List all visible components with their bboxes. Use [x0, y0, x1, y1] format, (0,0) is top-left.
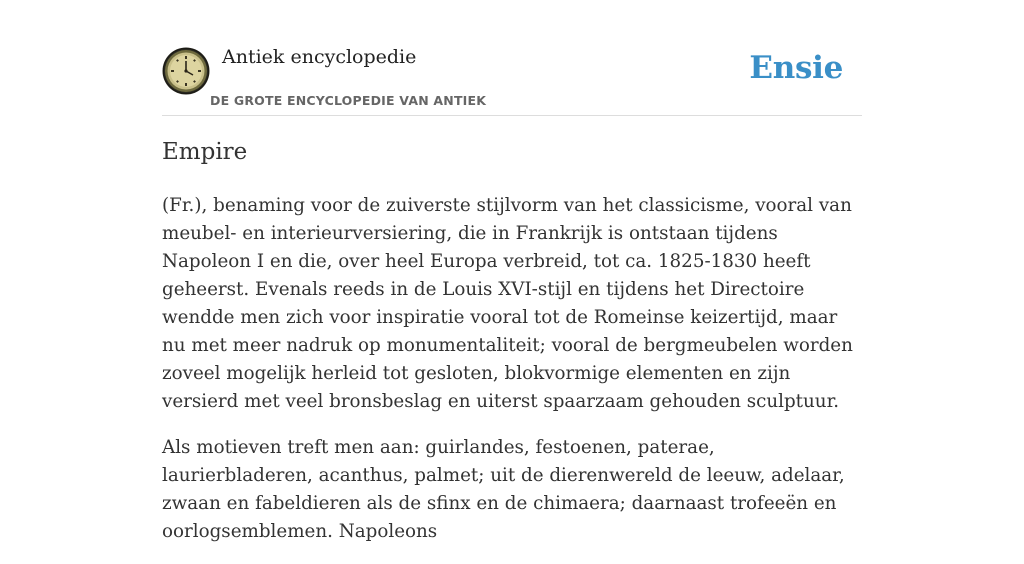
site-logo[interactable]: [162, 47, 210, 95]
site-subtitle: DE GROTE ENCYCLOPEDIE VAN ANTIEK: [210, 93, 487, 108]
antique-clock-icon: [162, 47, 210, 95]
brand-logo-link[interactable]: Ensie: [749, 50, 843, 86]
article-title: Empire: [162, 139, 248, 165]
site-title[interactable]: Antiek encyclopedie: [222, 46, 417, 68]
article-paragraph: Als motieven treft men aan: guirlandes, festoenen, paterae, laurierbladeren, acanthus, palmet; uit de dierenwereld de leeuw, adelaar, zwaan en fabeldieren als de sfinx en de chimaera; daarnaast trofeeën en oorlogsemblemen. Napoleons: [162, 437, 845, 542]
site-header: [162, 0, 862, 116]
article-paragraph: (Fr.), benaming voor de zuiverste stijlvorm van het classicisme, vooral van meubel- en interieurversiering, die in Frankrijk is ontstaan tijdens Napoleon I en die, over heel Europa verbreid, tot ca. 1825-1830 heeft geheerst. Evenals reeds in de Louis XVI-stijl en tijdens het Directoire wendde men zich voor inspiratie vooral tot de Romeinse keizertijd, maar nu met meer nadruk op monumentaliteit; vooral de bergmeubelen worden zoveel mogelijk herleid tot gesloten, blokvormige elementen en zijn versierd met veel bronsbeslag en uiterst spaarzaam gehouden sculptuur.: [162, 195, 853, 412]
article-body: [162, 192, 864, 564]
page: [162, 0, 862, 542]
